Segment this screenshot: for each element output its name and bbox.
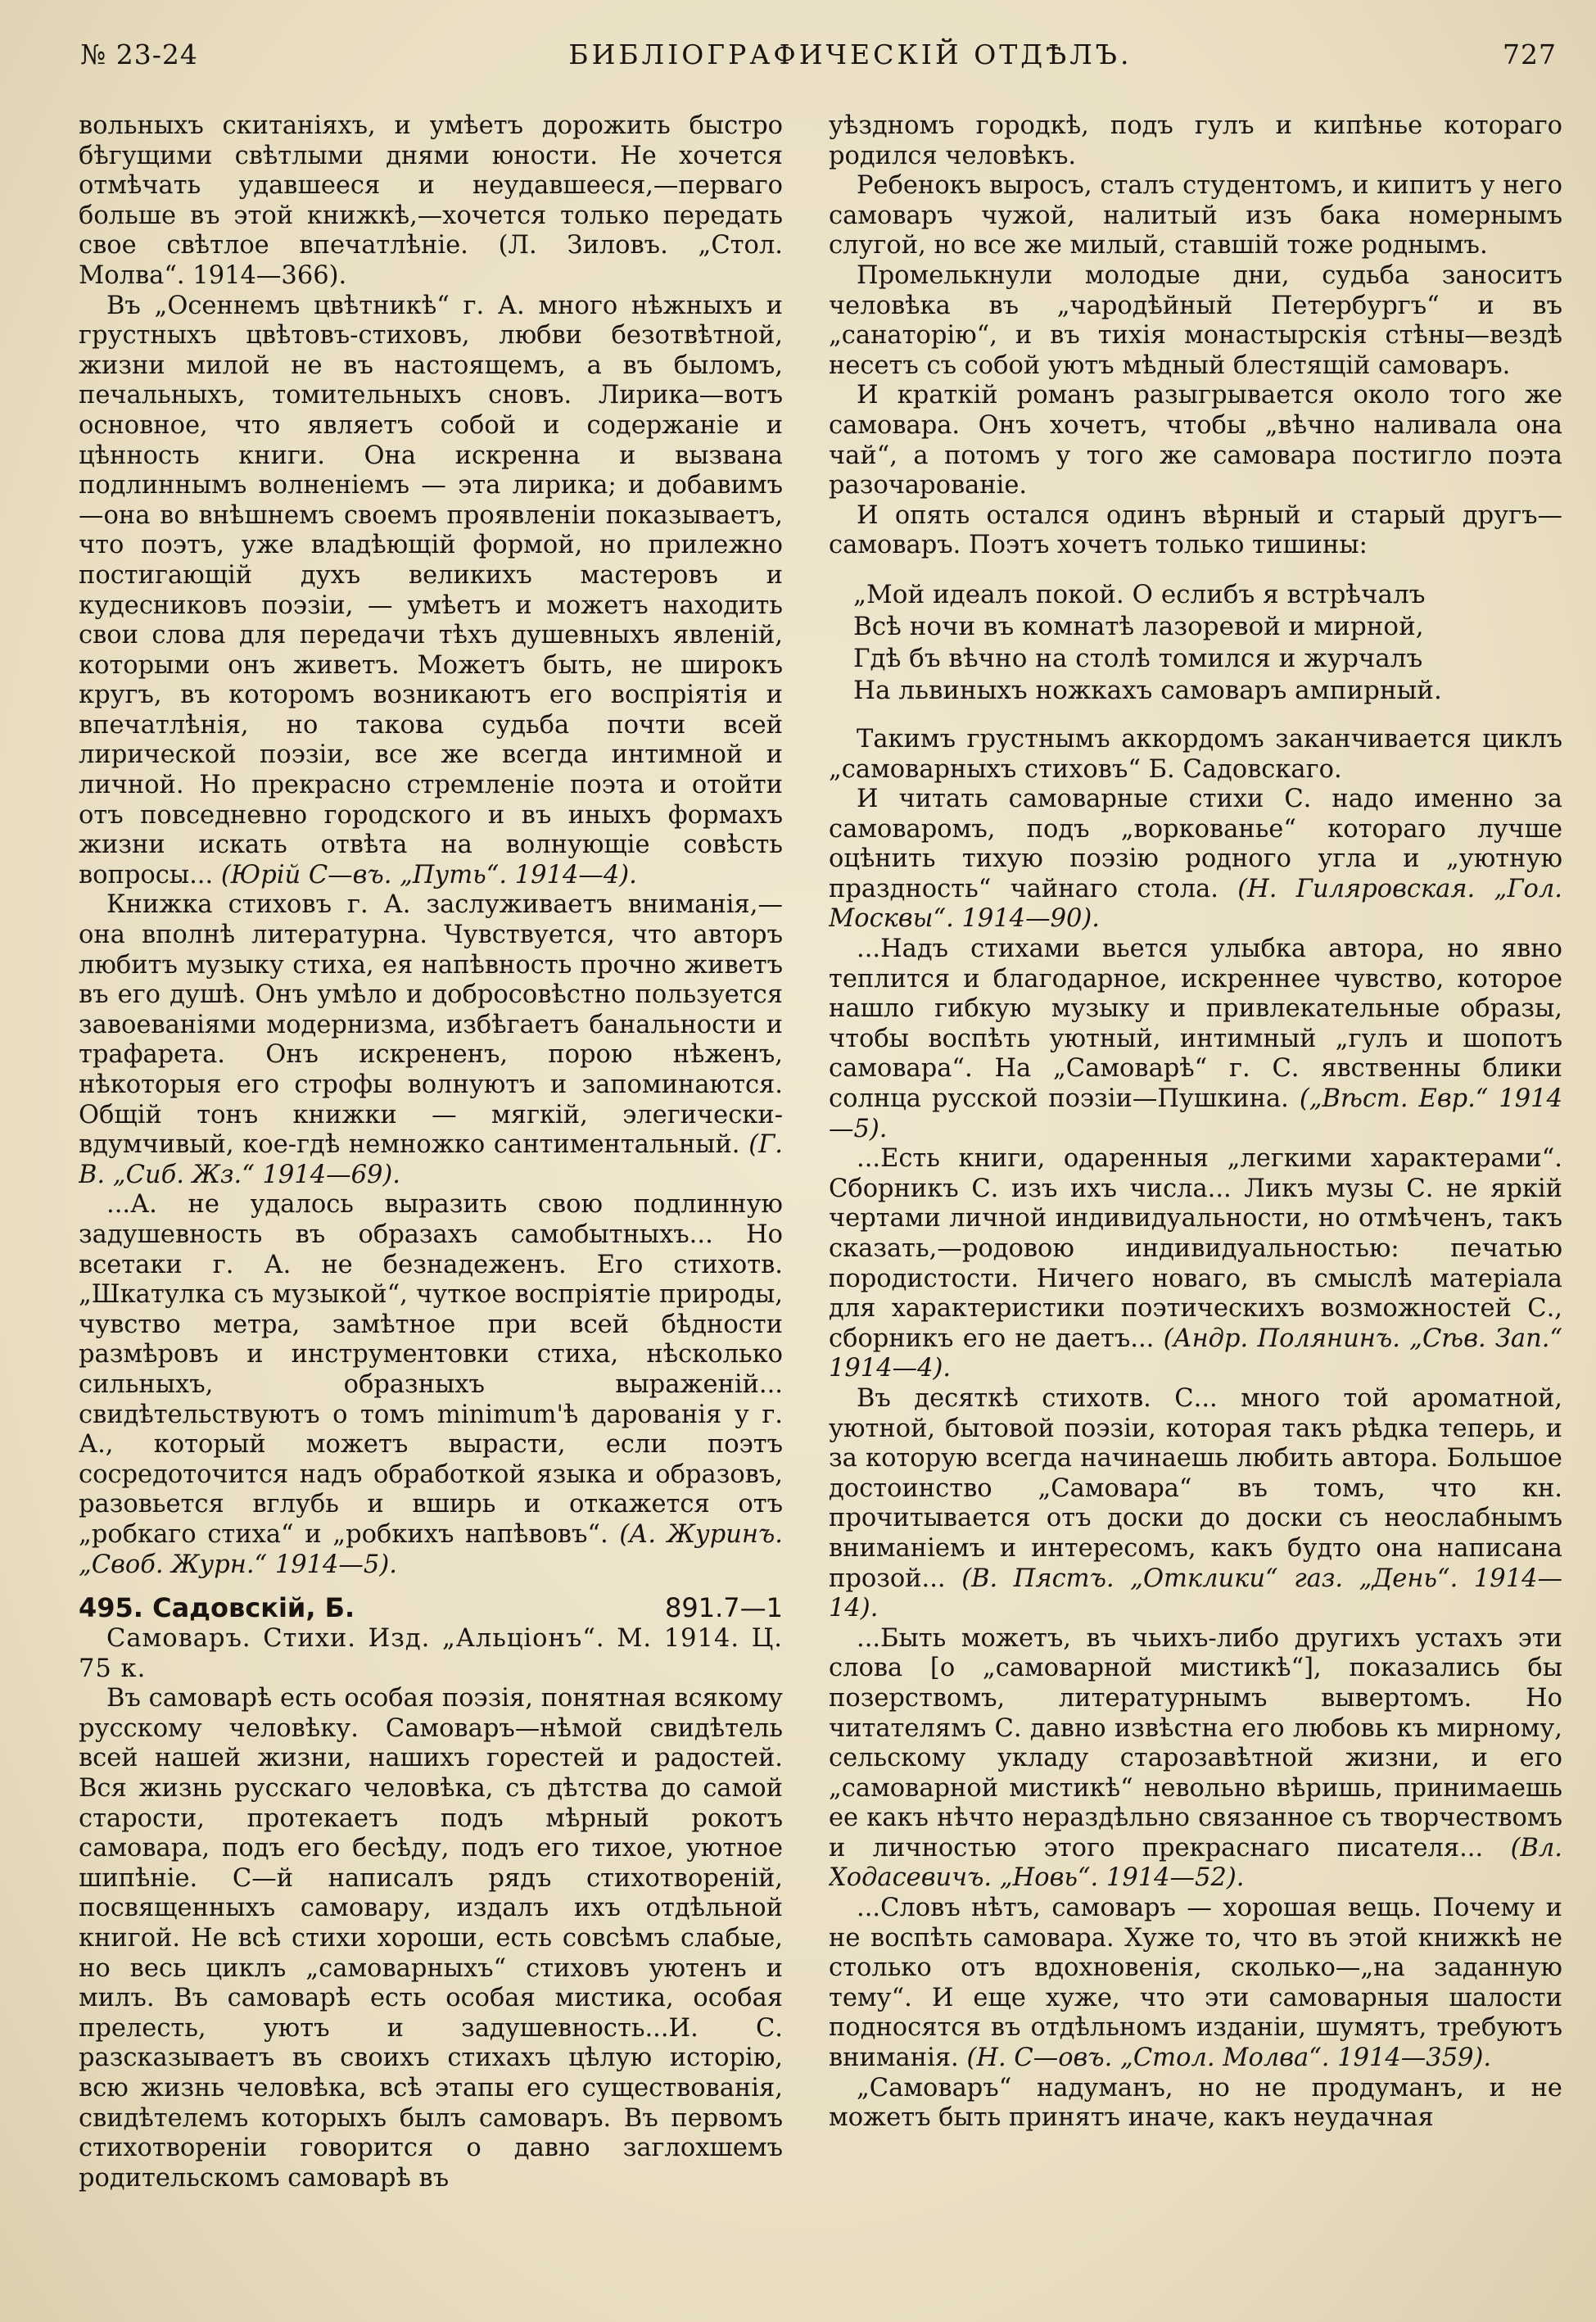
paragraph: Такимъ грустнымъ аккордомъ заканчивается циклъ „самоварныхъ стиховъ“ Б. Садовскаго.	[829, 724, 1562, 784]
paragraph: Ребенокъ выросъ, сталъ студентомъ, и кипитъ у него самоваръ чужой, налитый изъ бака номернымъ слугой, но все же милый, ставшій тоже роднымъ.	[829, 171, 1562, 260]
paragraph: И краткій романъ разыгрывается около того же самовара. Онъ хочетъ, чтобы „вѣчно наливала она чай“, а потомъ у того же самовара постигло поэта разочарованіе.	[829, 381, 1562, 500]
entry-number-author: 495. Садовскій, Б.	[79, 1592, 355, 1624]
paragraph	[79, 292, 783, 891]
citation: (Г. В. „Сиб. Жз.“ 1914—69).	[79, 1130, 783, 1189]
left-column	[79, 111, 783, 2306]
paragraph-text: И читать самоварные стихи С. надо именно за самоваромъ, подъ „воркованье“ котораго лучше оцѣнить тихую поэзію родного угла и „уютную праздность“ чайнаго стола.	[829, 785, 1562, 903]
poem-line: На львиныхъ ножкахъ самоваръ ампирный.	[853, 675, 1442, 705]
paragraph	[79, 111, 783, 292]
paragraph	[829, 1624, 1562, 1894]
classification-code: 891.7—1	[665, 1592, 783, 1624]
citation: (Вл. Ходасевичъ. „Новь“. 1914—52).	[829, 1833, 1562, 1893]
page-header	[80, 21, 1557, 87]
entry-description: Самоваръ. Стихи. Изд. „Альціонъ“. М. 1914. Ц. 75 к.	[79, 1624, 783, 1683]
paragraph	[829, 1144, 1562, 1384]
paragraph-text: ...А. не удалось выразить свою подлинную задушевность въ образахъ самобытныхъ... Но всетаки г. А. не безнадеженъ. Его стихотв. „Шкатулка съ музыкой“, чуткое воспріятіе природы, чувство метра, замѣтное при всей бѣдности размѣровъ и инструментовки стиха, нѣсколько сильныхъ, образныхъ выраженій... свидѣтельствуютъ о томъ minimum'ѣ дарованія у г. А., который можетъ вырасти, если поэтъ сосредоточится надъ обработкой языка и образовъ, разовьется вглубь и вширь и откажется отъ „робкаго стиха“ и „робкихъ напѣвовъ“.	[79, 1190, 783, 1549]
paragraph-text: Книжка стиховъ г. А. заслуживаетъ вниманія,—она вполнѣ литературна. Чувствуется, что авторъ любитъ музыку стиха, ея напѣвность прочно живетъ въ его душѣ. Онъ умѣло и добросовѣстно пользуется завоеваніями модернизма, избѣгаетъ банальности и трафарета. Онъ искрененъ, порою нѣженъ, нѣкоторыя его строфы волнуютъ и запоминаются. Общій тонъ книжки — мягкій, элегически-вдумчивый, кое-гдѣ немножко сантиментальный.	[79, 890, 783, 1160]
paragraph	[79, 1190, 783, 1580]
poem-line: „Мой идеалъ покой. О еслибъ я встрѣчалъ	[853, 579, 1426, 609]
citation: (В. Пястъ. „Отклики“ газ. „День“. 1914—14).	[829, 1564, 1562, 1623]
paragraph	[829, 785, 1562, 935]
poem-line: Гдѣ бъ вѣчно на столѣ томился и журчалъ	[853, 643, 1423, 673]
citation: (Н. Гиляровская. „Гол. Москвы“. 1914—90).	[829, 874, 1562, 934]
citation: (Юрій С—въ. „Путь“. 1914—4).	[220, 860, 637, 889]
citation: (Н. С—овъ. „Стол. Молва“. 1914—359).	[966, 2044, 1492, 2073]
citation: („Вѣст. Евр.“ 1914—5).	[829, 1084, 1562, 1143]
paragraph-text: ...Надъ стихами вьется улыбка автора, но явно теплится и благодарное, искреннее чувство, которое нашло гибкую музыку и привлекательные образы, чтобы воспѣть уютный, интимный „гулъ и шопотъ самовара“. На „Самоварѣ“ г. С. явственны блики солнца русской поэзіи—Пушкина.	[829, 935, 1562, 1114]
right-column	[829, 111, 1562, 2306]
paragraph: Въ самоварѣ есть особая поэзія, понятная всякому русскому человѣку. Самоваръ—нѣмой свидѣтель всей нашей жизни, нашихъ горестей и радостей. Вся жизнь русскаго человѣка, съ дѣтства до самой старости, протекаетъ подъ мѣрный рокотъ самовара, подъ его бесѣду, подъ его тихое, уютное шипѣніе. С—й написалъ рядъ стихотвореній, посвященныхъ самовару, издалъ ихъ отдѣльной книгой. Не всѣ стихи хороши, есть совсѣмъ слабые, но весь циклъ „самоварныхъ“ стиховъ уютенъ и милъ. Въ самоварѣ есть особая мистика, особая прелесть, уютъ и задушевность...И. С. разсказываетъ въ своихъ стихахъ цѣлую исторію, всю жизнь человѣка, всѣ этапы его существованія, свидѣтелемъ которыхъ былъ самоваръ. Въ первомъ стихотвореніи говорится о давно заглохшемъ родительскомъ самоварѣ въ	[79, 1684, 783, 2193]
paragraph: И опять остался одинъ вѣрный и старый другъ—самоваръ. Поэтъ хочетъ только тишины:	[829, 500, 1562, 560]
paragraph-text: вольныхъ скитаніяхъ, и умѣетъ дорожить быстро бѣгущими свѣтлыми днями юности. Не хочется отмѣчать удавшееся и неудавшееся,—перваго больше въ этой книжкѣ,—хочется только передать свое свѣтлое впечатлѣніе. (Л. Зиловъ. „Стол. Молва“. 1914—366).	[79, 111, 783, 290]
issue-number: № 23-24	[80, 38, 198, 70]
citation: (А. Журинъ. „Своб. Журн.“ 1914—5).	[79, 1519, 783, 1579]
paragraph	[829, 935, 1562, 1144]
poem-line: Всѣ ночи въ комнатѣ лазоревой и мирной,	[853, 611, 1424, 641]
paragraph-text: ...Быть можетъ, въ чьихъ-либо другихъ устахъ эти слова [о „самоварной мистикѣ“], показались бы позерствомъ, литературнымъ вывертомъ. Но читателямъ С. давно извѣстна его любовь къ мирному, сельскому укладу старозавѣтной жизни, и его „самоварной мистикѣ“ невольно вѣришь, принимаешь ее какъ нѣчто нераздѣльно связанное съ творчествомъ и личностью этого прекраснаго писателя...	[829, 1623, 1562, 1863]
poem-quote	[853, 579, 1562, 707]
paragraph: „Самоваръ“ надуманъ, но не продуманъ, и не можетъ быть принятъ иначе, какъ неудачная	[829, 2073, 1562, 2133]
paragraph	[829, 1384, 1562, 1624]
citation: (Андр. Полянинъ. „Сѣв. Зап.“ 1914—4).	[829, 1324, 1562, 1383]
section-title: БИБЛІОГРАФИЧЕСКІЙ ОТДѢЛЪ.	[568, 38, 1133, 70]
paragraph-text: Въ „Осеннемъ цвѣтникѣ“ г. А. много нѣжныхъ и грустныхъ цвѣтовъ-стиховъ, любви безотвѣтной, жизни милой не въ настоящемъ, а въ быломъ, печальныхъ, томительныхъ сновъ. Лирика—вотъ основное, что являетъ собой и содержаніе и цѣнность книги. Она искренна и вызвана подлиннымъ волненіемъ — эта лирика; и добавимъ—она во внѣшнемъ своемъ проявленіи показываетъ, что поэтъ, уже владѣющій формой, но прилежно постигающій духъ великихъ мастеровъ и кудесниковъ поэзіи, — умѣетъ и можетъ находить свои слова для передачи тѣхъ душевныхъ явленій, которыми онъ живетъ. Можетъ быть, не широкъ кругъ, въ которомъ возникаютъ его воспріятія и впечатлѣнія, но такова судьба почти всей лирической поэзіи, все же всегда интимной и личной. Но прекрасно стремленіе поэта и отойти отъ повседневно городского и въ иныхъ формахъ жизни искать отвѣта на волнующіе совѣсть вопросы...	[79, 291, 783, 889]
paragraph	[829, 1894, 1562, 2074]
paragraph-text: ...Словъ нѣтъ, самоваръ — хорошая вещь. Почему и не воспѣть самовара. Хуже то, что въ этой книжкѣ не столько отъ вдохновенія, сколько—„на заданную тему“. И еще хуже, что эти самоварныя шалости подносятся въ отдѣльномъ изданіи, шумятъ, требуютъ вниманія.	[829, 1894, 1562, 2073]
paragraph-text: Въ десяткѣ стихотв. С... много той ароматной, уютной, бытовой поэзіи, которая такъ рѣдка теперь, и за которую всегда начинаешь любить автора. Большое достоинство „Самовара“ въ томъ, что кн. прочитывается отъ доски до доски съ неослабнымъ вниманіемъ и интересомъ, какъ будто она написана прозой...	[829, 1383, 1562, 1593]
entry-heading	[79, 1591, 783, 1624]
paragraph: Промелькнули молодые дни, судьба заноситъ человѣка въ „чародѣйный Петербургъ“ и въ „санаторію“, и въ тихія монастырскія стѣны—вездѣ несетъ съ собой уютъ мѣдный блестящій самоваръ.	[829, 260, 1562, 380]
paragraph: уѣздномъ городкѣ, подъ гулъ и кипѣнье котораго родился человѣкъ.	[829, 111, 1562, 170]
paragraph	[79, 890, 783, 1190]
paragraph-text: ...Есть книги, одаренныя „легкими характерами“. Сборникъ С. изъ ихъ числа... Ликъ музы С. не яркій чертами личной индивидуальности, но отмѣченъ, такъ сказать,—родовою индивидуальностью: печатью породистости. Ничего новаго, въ смыслѣ матеріала для характеристики поэтическихъ возможностей С., сборникъ его не даетъ...	[829, 1144, 1562, 1353]
page-number: 727	[1502, 38, 1557, 70]
